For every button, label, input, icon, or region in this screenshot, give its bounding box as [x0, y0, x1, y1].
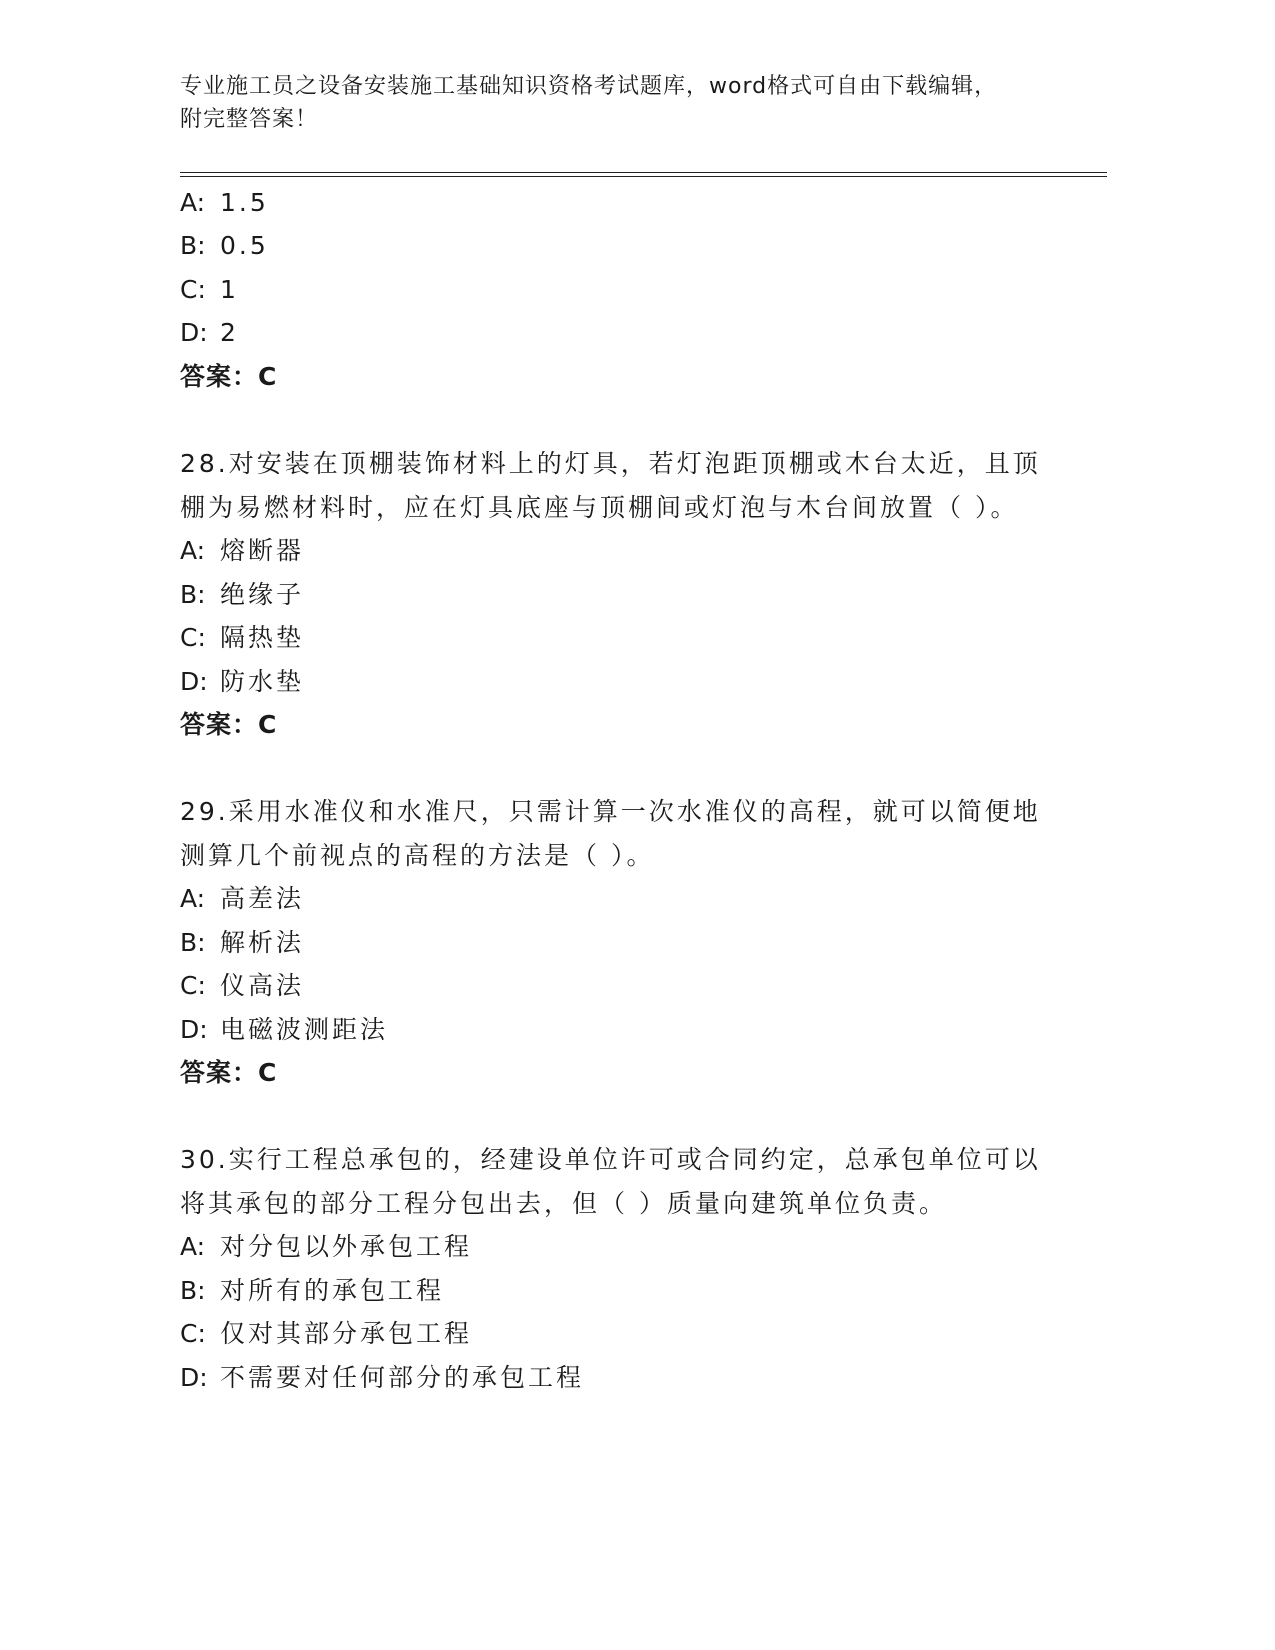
header-line-2: 附完整答案！ — [180, 107, 319, 132]
option-letter: B: — [180, 928, 206, 957]
q28-answer: 答案：C — [180, 710, 278, 739]
q27-option-c — [180, 275, 239, 305]
option-text: 仅对其部分承包工程 — [220, 1319, 473, 1348]
q30-stem-line-1: 30.实行工程总承包的，经建设单位许可或合同约定，总承包单位可以 — [180, 1145, 1041, 1174]
option-text: 2 — [220, 318, 239, 347]
q29-option-a — [180, 884, 304, 914]
q29-option-d — [180, 1015, 388, 1045]
option-letter: A: — [180, 188, 206, 217]
q28-stem-line-2: 棚为易燃材料时，应在灯具底座与顶棚间或灯泡与木台间放置（ ）。 — [180, 493, 1019, 522]
option-text: 仪高法 — [220, 971, 305, 1000]
option-text: 1 — [220, 275, 239, 304]
option-letter: C: — [180, 1319, 206, 1348]
header-divider-top — [180, 172, 1107, 173]
option-text: 不需要对任何部分的承包工程 — [220, 1363, 585, 1392]
option-letter: A: — [180, 1232, 206, 1261]
q28-option-a — [180, 536, 304, 566]
option-text: 解析法 — [220, 928, 305, 957]
option-text: 防水垫 — [220, 667, 305, 696]
option-letter: A: — [180, 536, 206, 565]
q28-option-c — [180, 623, 304, 653]
q28-stem-line-1: 28.对安装在顶棚装饰材料上的灯具，若灯泡距顶棚或木台太近，且顶 — [180, 449, 1041, 478]
option-text: 熔断器 — [220, 536, 305, 565]
option-text: 1.5 — [220, 188, 269, 217]
option-text: 对分包以外承包工程 — [220, 1232, 473, 1261]
option-text: 0.5 — [220, 231, 269, 260]
q27-answer: 答案：C — [180, 362, 278, 391]
q27-option-b — [180, 231, 269, 261]
option-letter: B: — [180, 231, 206, 260]
header-line-1: 专业施工员之设备安装施工基础知识资格考试题库，word格式可自由下载编辑， — [180, 74, 998, 99]
option-text: 隔热垫 — [220, 623, 305, 652]
q27-option-d — [180, 318, 239, 348]
option-letter: B: — [180, 1276, 206, 1305]
option-letter: D: — [180, 667, 208, 696]
q28-option-d — [180, 667, 304, 697]
q30-option-a — [180, 1232, 472, 1262]
option-letter: A: — [180, 884, 206, 913]
q30-option-b — [180, 1276, 444, 1306]
option-letter: B: — [180, 580, 206, 609]
document-header — [180, 70, 1060, 136]
option-text: 绝缘子 — [220, 580, 305, 609]
option-letter: C: — [180, 623, 206, 652]
option-text: 电磁波测距法 — [220, 1015, 389, 1044]
q29-option-b — [180, 928, 304, 958]
option-letter: D: — [180, 1015, 208, 1044]
q30-option-d — [180, 1363, 584, 1393]
option-letter: D: — [180, 1363, 208, 1392]
q30-stem-line-2: 将其承包的部分工程分包出去，但（ ）质量向建筑单位负责。 — [180, 1189, 947, 1218]
q29-stem-line-1: 29.采用水准仪和水准尺，只需计算一次水准仪的高程，就可以简便地 — [180, 797, 1041, 826]
option-text: 高差法 — [220, 884, 305, 913]
q27-option-a — [180, 188, 269, 218]
q29-option-c — [180, 971, 304, 1001]
q29-stem-line-2: 测算几个前视点的高程的方法是（ ）。 — [180, 841, 655, 870]
option-letter: C: — [180, 971, 206, 1000]
option-letter: C: — [180, 275, 206, 304]
option-text: 对所有的承包工程 — [220, 1276, 445, 1305]
header-divider-bottom — [180, 176, 1107, 177]
option-letter: D: — [180, 318, 208, 347]
q30-option-c — [180, 1319, 472, 1349]
q28-option-b — [180, 580, 304, 610]
q29-answer: 答案：C — [180, 1058, 278, 1087]
